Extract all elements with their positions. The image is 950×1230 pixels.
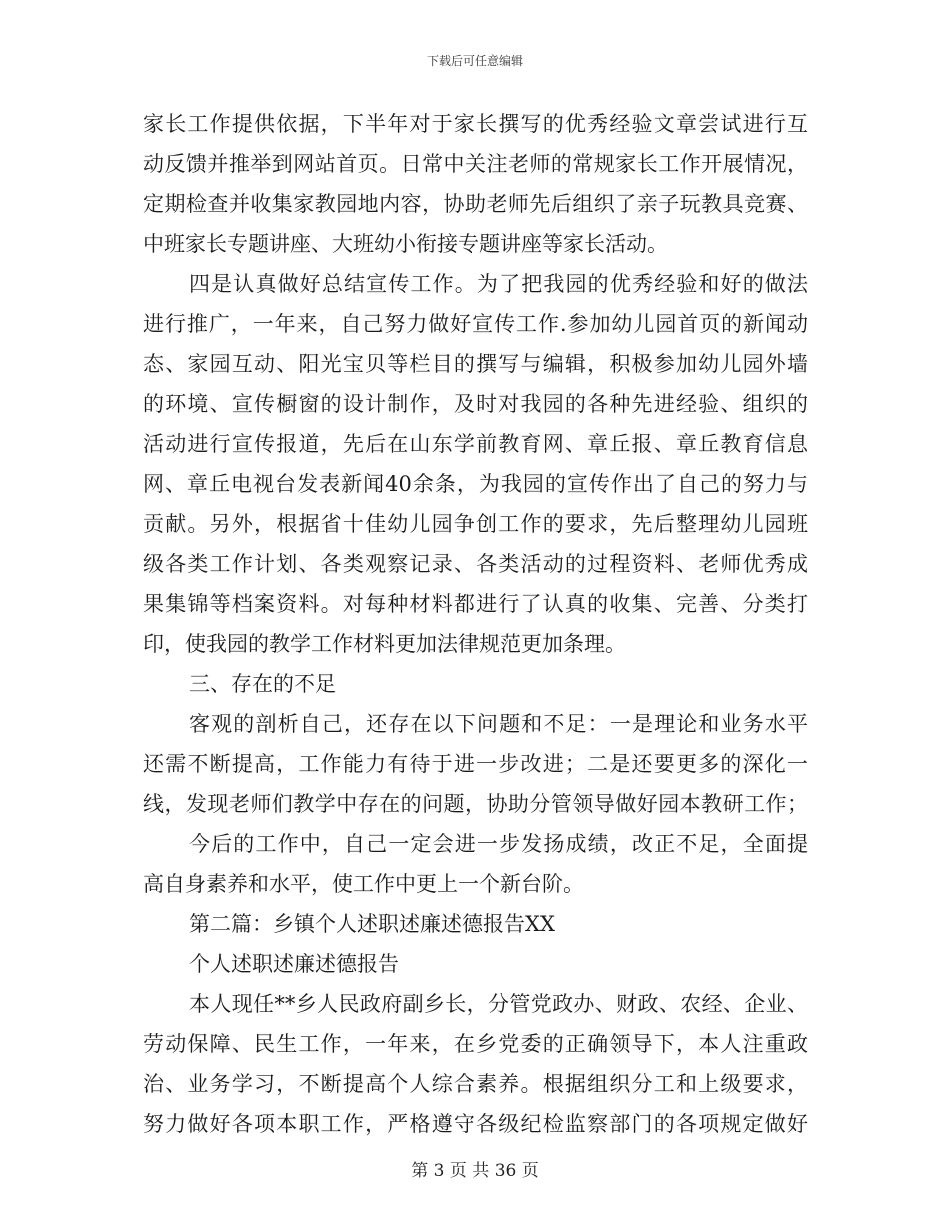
text-line: 进行推广，一年来，自己努力做好宣传工作.参加幼儿园首页的新闻动	[143, 312, 808, 336]
text-line: 高自身素养和水平，使工作中更上一个新台阶。	[143, 872, 584, 896]
section-heading: 三、存在的不足	[189, 672, 336, 696]
text-line: 贡献。另外，根据省十佳幼儿园争创工作的要求，先后整理幼儿园班	[143, 512, 808, 536]
text-line: 动反馈并推举到网站首页。日常中关注老师的常规家长工作开展情况，	[143, 152, 808, 176]
text-line: 还需不断提高，工作能力有待于进一步改进；二是还要更多的深化一	[143, 752, 808, 776]
text-line: 的环境、宣传橱窗的设计制作，及时对我园的各种先进经验、组织的	[143, 392, 808, 416]
page-header: 下载后可任意编辑	[426, 54, 523, 68]
text-line: 印，使我园的教学工作材料更加法律规范更加条理。	[143, 632, 626, 656]
text-line: 本人现任**乡人民政府副乡长，分管党政办、财政、农经、企业、	[189, 992, 808, 1016]
text-line: 努力做好各项本职工作，严格遵守各级纪检监察部门的各项规定做好	[143, 1112, 808, 1136]
report-title: 个人述职述廉述德报告	[189, 952, 399, 976]
document-body	[143, 104, 808, 1144]
text-line: 定期检查并收集家教园地内容，协助老师先后组织了亲子玩教具竞赛、	[143, 192, 808, 216]
text-line: 治、业务学习，不断提高个人综合素养。根据组织分工和上级要求，	[143, 1072, 808, 1096]
article-title: 第二篇：乡镇个人述职述廉述德报告XX	[189, 912, 555, 936]
text-line: 级各类工作计划、各类观察记录、各类活动的过程资料、老师优秀成	[143, 552, 808, 576]
text-line: 家长工作提供依据，下半年对于家长撰写的优秀经验文章尝试进行互	[143, 112, 808, 136]
text-line: 劳动保障、民生工作，一年来，在乡党委的正确领导下，本人注重政	[143, 1032, 808, 1056]
text-line: 中班家长专题讲座、大班幼小衔接专题讲座等家长活动。	[143, 232, 668, 256]
page-number: 第 3 页 共 36 页	[411, 1161, 539, 1181]
text-line: 网、章丘电视台发表新闻40余条，为我园的宣传作出了自己的努力与	[143, 472, 808, 496]
text-line: 今后的工作中，自己一定会进一步发扬成绩，改正不足，全面提	[189, 832, 808, 856]
text-line: 活动进行宣传报道，先后在山东学前教育网、章丘报、章丘教育信息	[143, 432, 808, 456]
text-line: 线，发现老师们教学中存在的问题，协助分管领导做好园本教研工作；	[143, 792, 808, 816]
text-line: 客观的剖析自己，还存在以下问题和不足：一是理论和业务水平	[189, 712, 808, 736]
text-line: 四是认真做好总结宣传工作。为了把我园的优秀经验和好的做法	[189, 272, 808, 296]
text-line: 果集锦等档案资料。对每种材料都进行了认真的收集、完善、分类打	[143, 592, 808, 616]
text-line: 态、家园互动、阳光宝贝等栏目的撰写与编辑，积极参加幼儿园外墙	[143, 352, 808, 376]
